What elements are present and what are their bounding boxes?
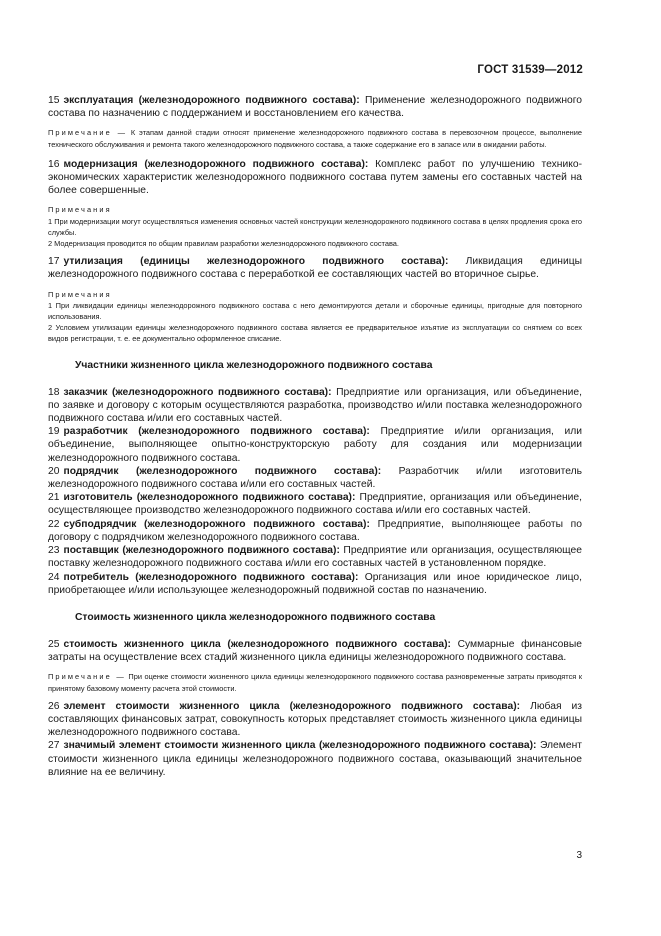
section-title-participants: Участники жизненного цикла железнодорожного подвижного состава [75,359,433,371]
term-21: 21 изготовитель (железнодорожного подвижного состава): Предприятие, организация или объединение, осуществляющее производство железнодорожного подвижного состава и/или его составных частей. [48,492,582,517]
note-17-1: 1 При ликвидации единицы железнодорожного подвижного состава с него демонтируются детали и сборочные единицы, пригодные для повторного использования. [48,300,582,322]
term-16: 16 модернизация (железнодорожного подвижного состава): Комплекс работ по улучшению технико-экономических характеристик железнодорожного подвижного состава путем замены его составных частей на более совершенные. [48,158,582,197]
note-16-1: 1 При модернизации могут осуществляться изменения основных частей конструкции железнодорожного подвижного состава в целях продления срока его службы. [48,216,582,237]
term-27: 27 значимый элемент стоимости жизненного цикла (железнодорожного подвижного состава): Элемент стоимости жизненного цикла единицы железнодорожного подвижного состава, оказывающий значительное влияние на ее величину. [48,740,582,778]
term-15: 15 эксплуатация (железнодорожного подвижного состава): Применение железнодорожного подвижного состава по назначению с поддержанием и восстановлением его качества. [48,95,582,120]
term-20: 20 подрядчик (железнодорожного подвижного состава): Разработчик и/или изготовитель железнодорожного подвижного состава и/или его составных частей. [48,465,582,491]
term-23: 23 поставщик (железнодорожного подвижного состава): Предприятие или организация, осуществляющее поставку железнодорожного подвижного состава и/или его составных частей в установленном порядке. [48,545,582,570]
term-24: 24 потребитель (железнодорожного подвижного состава): Организация или иное юридическое лицо, приобретающее и/или использующее железнодорожный подвижной состав по назначению. [48,571,582,596]
term-17: 17 утилизация (единицы железнодорожного подвижного состава): Ликвидация единицы железнодорожного подвижного состава с переработкой ее составляющих частей во вторичное сырье. [48,256,582,281]
section-title-cost: Стоимость жизненного цикла железнодорожного подвижного состава [75,611,436,623]
term-19: 19 разработчик (железнодорожного подвижного состава): Предприятие и/или организация, или объединение, выполняющее опытно-конструкторскую работу для создания или модернизации железнодорожного подвижного состава. [48,426,582,464]
term-26: 26 элемент стоимости жизненного цикла (железнодорожного подвижного состава): Любая из составляющих финансовых затрат, совокупность которых представляет стоимость жизненного цикла единицы железнодорожного подвижного состава. [48,700,582,739]
term-22: 22 субподрядчик (железнодорожного подвижного состава): Предприятие, выполняющее работы по договору с подрядчиком железнодорожного подвижного состава. [48,518,582,543]
note-25: Примечание — При оценке стоимости жизненного цикла единицы железнодорожного подвижного состава разновременные затраты приводятся к принятому базовому моменту расчета этой стоимости. [48,672,583,693]
note-17-2: 2 Условием утилизации единицы железнодорожного подвижного состава является ее предварительное изъятие из эксплуатации со снятием со всех видов регистрации, т. е. ее документально оформленное списание. [48,323,582,344]
note-16-2: 2 Модернизация проводится по общим правилам разработки железнодорожного подвижного состава. [48,239,399,249]
term-18: 18 заказчик (железнодорожного подвижного состава): Предприятие или организация, или объединение, по заявке и договору с которым осуществляются разработка, производство и/или поставка железнодорожного подвижного состава и/или его составных частей. [48,386,582,425]
document-body [48,94,582,779]
term-25: 25 стоимость жизненного цикла (железнодорожного подвижного состава): Суммарные финансовые затраты на осуществление всех стадий жизненного цикла единицы железнодорожного подвижного состава. [48,638,582,664]
document-header: ГОСТ 31539—2012 [477,64,583,76]
page-number: 3 [576,850,582,861]
note-16-heading: Примечания [48,205,112,215]
note-17-heading: Примечания [48,289,112,299]
note-15: Примечание — К этапам данной стадии относят применение железнодорожного подвижного состава в перевозочном процессе, выполнение технического обслуживания и ремонта такого железнодорожного подвижного состава, а также содержание его в запасе или в ожидании работы. [48,128,583,149]
